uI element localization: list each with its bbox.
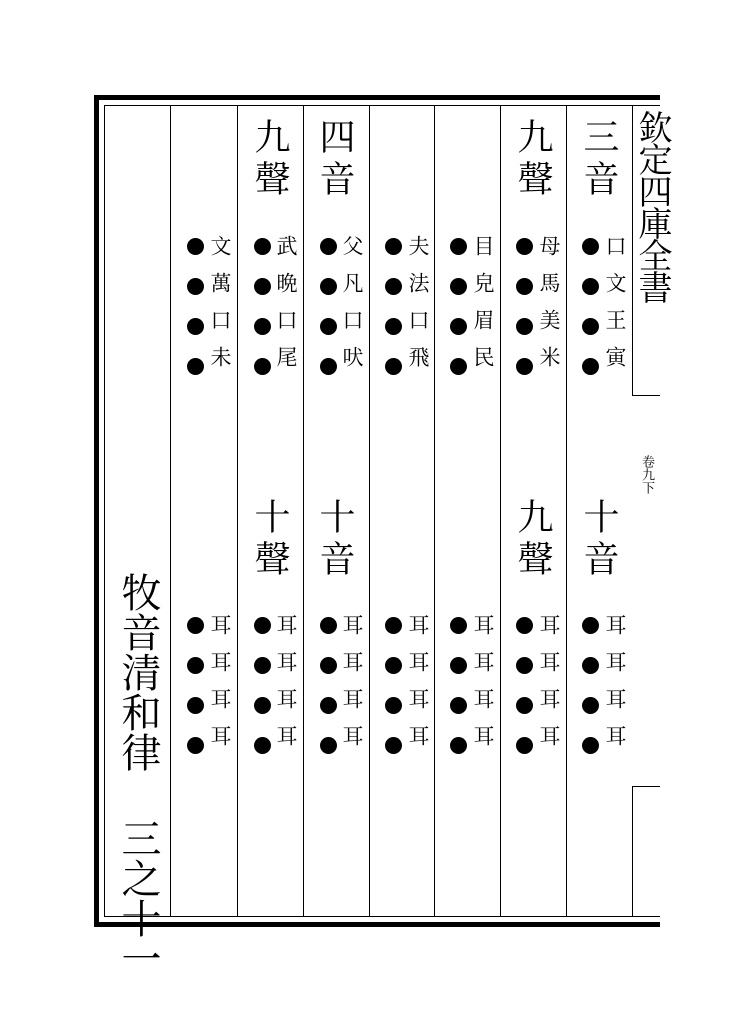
tone-dot [320, 657, 337, 674]
syllable-chars: 耳耳耳耳 [340, 614, 364, 762]
column-heading: 九聲 [512, 118, 553, 202]
column-heading: 十音 [314, 498, 355, 582]
tone-dot [385, 238, 402, 255]
page-border-inner [104, 105, 660, 917]
tone-dot [320, 697, 337, 714]
syllable-chars: 耳耳耳耳 [208, 614, 232, 762]
syllable-chars: 耳耳耳耳 [603, 614, 627, 762]
column-divider [303, 105, 304, 917]
tone-dot [450, 737, 467, 754]
syllable-chars: 耳耳耳耳 [406, 614, 430, 762]
tone-dot [516, 238, 533, 255]
column-divider [237, 105, 238, 917]
tone-dot [254, 617, 271, 634]
tone-dot [582, 657, 599, 674]
tone-dot [187, 657, 204, 674]
tone-dot [385, 617, 402, 634]
tone-dot [516, 617, 533, 634]
tone-dot [254, 697, 271, 714]
tone-dot [516, 737, 533, 754]
margin-divider [632, 786, 633, 917]
tone-dot [450, 238, 467, 255]
tone-dot [385, 737, 402, 754]
tone-dot [187, 318, 204, 335]
tone-dot [187, 278, 204, 295]
tone-dot [385, 657, 402, 674]
syllable-chars: 耳耳耳耳 [537, 614, 561, 762]
syllable-chars: 文萬口未 [208, 235, 232, 383]
tone-dot [450, 657, 467, 674]
column-divider [170, 105, 171, 917]
syllable-chars: 耳耳耳耳 [274, 614, 298, 762]
syllable-chars: 目皃眉民 [471, 235, 495, 383]
tone-dot [582, 737, 599, 754]
tone-dot [254, 318, 271, 335]
tone-dot [320, 278, 337, 295]
juan-label: 卷九下 [639, 455, 654, 494]
tone-dot [254, 358, 271, 375]
tone-dot [187, 238, 204, 255]
syllable-chars: 夫法口飛 [406, 235, 430, 383]
column-divider [369, 105, 370, 917]
tone-dot [582, 697, 599, 714]
margin-rule [632, 395, 660, 396]
tone-dot [516, 697, 533, 714]
tone-dot [516, 358, 533, 375]
tone-dot [320, 737, 337, 754]
syllable-chars: 武晩口尾 [274, 235, 298, 383]
book-title: 欽定四庫全書 [632, 110, 672, 302]
tone-dot [320, 238, 337, 255]
column-heading: 九聲 [249, 118, 290, 202]
tone-dot [450, 318, 467, 335]
tone-dot [450, 617, 467, 634]
tone-dot [385, 697, 402, 714]
tone-dot [385, 358, 402, 375]
tone-dot [385, 318, 402, 335]
column-heading: 十音 [578, 498, 619, 582]
column-divider [500, 105, 501, 917]
tone-dot [450, 278, 467, 295]
footer-title: 牧音清和律 三之十一 [115, 572, 161, 978]
tone-dot [320, 617, 337, 634]
column-heading: 九聲 [512, 498, 553, 582]
column-heading: 四音 [314, 118, 355, 202]
tone-dot [320, 318, 337, 335]
tone-dot [254, 278, 271, 295]
tone-dot [516, 318, 533, 335]
syllable-chars: 父凡口吠 [340, 235, 364, 383]
tone-dot [187, 617, 204, 634]
syllable-chars: 耳耳耳耳 [471, 614, 495, 762]
tone-dot [450, 358, 467, 375]
tone-dot [582, 617, 599, 634]
tone-dot [254, 657, 271, 674]
column-divider [434, 105, 435, 917]
column-divider [566, 105, 567, 917]
tone-dot [187, 737, 204, 754]
column-heading: 十聲 [249, 498, 290, 582]
tone-dot [582, 318, 599, 335]
tone-dot [582, 358, 599, 375]
tone-dot [385, 278, 402, 295]
tone-dot [582, 278, 599, 295]
tone-dot [187, 697, 204, 714]
margin-rule [632, 786, 660, 787]
tone-dot [582, 238, 599, 255]
tone-dot [320, 358, 337, 375]
tone-dot [254, 737, 271, 754]
tone-dot [187, 358, 204, 375]
syllable-chars: 口文王寅 [603, 235, 627, 383]
tone-dot [450, 697, 467, 714]
tone-dot [516, 278, 533, 295]
column-heading: 三音 [578, 118, 619, 202]
tone-dot [516, 657, 533, 674]
tone-dot [254, 238, 271, 255]
syllable-chars: 母馬美米 [537, 235, 561, 383]
